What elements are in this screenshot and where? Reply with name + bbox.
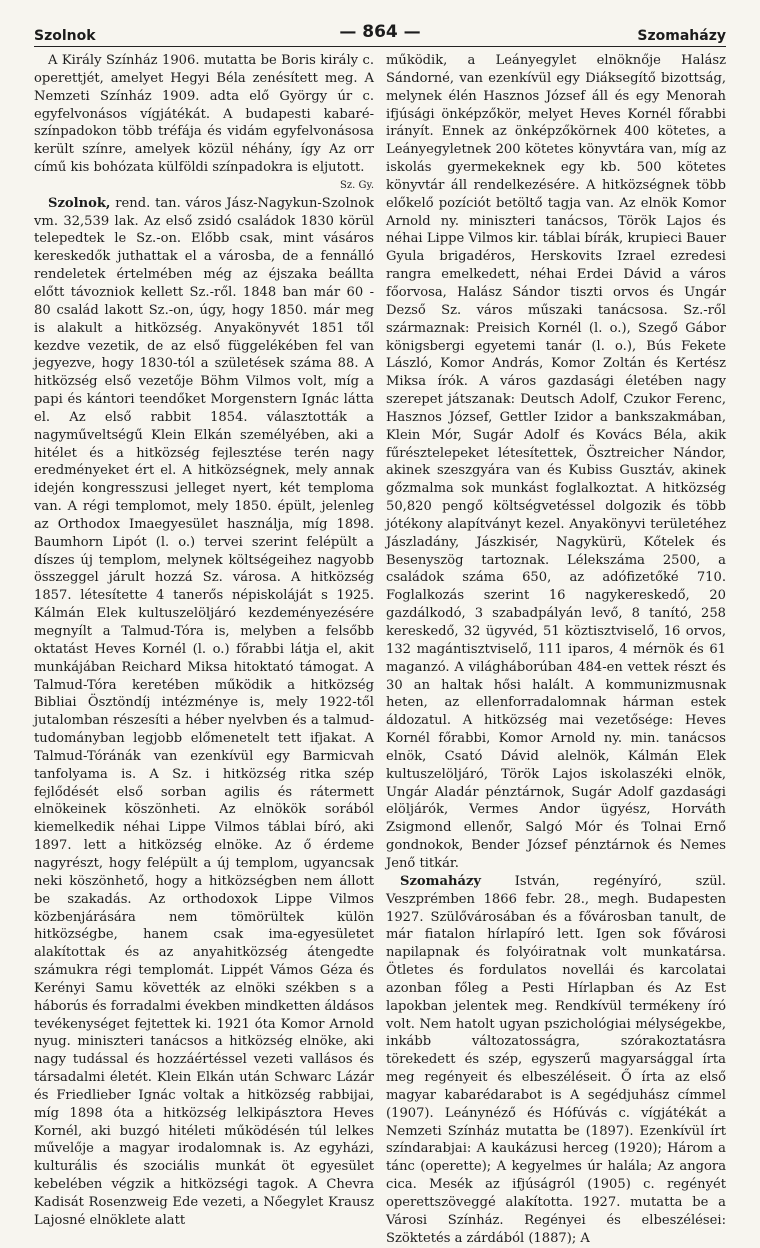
- entry-body: rend. tan. város Jász-Nagykun-Szolnok vm. 32,539 lak. Az első zsidó családok 1830 körül telepedtek le Sz.-on. Előbb csak, mint vásáros kereskedők juthattak el a városba, de a fennálló rendeletek értelmében még az éjszaka beállta előtt távozniok kellett Sz.-ről. 1848 ban már 60 - 80 család lakott Sz.-on, úgy, hogy 1850. már meg is alakult a hitközség. Anyakönyvét 1851 től kezdve vezetik, de az első függelékében fel van jegyezve, hogy 1830-tól a születések száma 88. A hitközség első vezetője Böhm Vilmos volt, míg a papi és kántori teendőket Morgenstern Ignác látta el. Az első rabbit 1854. választották a nagyműveltségű Klein Elkán személyében, aki a hitélet és a hitközség fejlesztése terén nagy eredményeket ért el. A hitközségnek, mely annak idején kongresszusi jelleget nyert, két temploma van. A régi templomot, mely 1850. épült, jelenleg az Orthodox Imaegyesület használja, míg 1898. Baumhorn Lipót (l. o.) tervei szerint felépült a díszes új templom, melynek költségeihez nagyobb összeggel járult hozzá Sz. városa. A hitközség 1857. létesítette 4 tanerős népiskoláját s 1925. Kálmán Elek kultuszelöljáró kezdeményezésére megnyílt a Talmud-Tóra is, melyben a felsőbb oktatást Heves Kornél (l. o.) főrabbi látja el, akit munkájában Reichard Miksa hitoktató támogat. A Talmud-Tóra keretében működik a hitközség Bibliai Ösztöndíj intézménye is, mely 1922-től jutalomban részesíti a héber nyelvben és a talmud-tudományban legjobb előmenetelt tett ifjakat. A Talmud-Tóránák van ezenkívül egy Barmicvah tanfolyama is. A Sz. i hitközség ritka szép fejlődését első sorban agilis és rátermett elnökeinek köszönheti. Az elnökök sorából kiemelkedik néhai Lippe Vilmos táblai bíró, aki 1897. lett a hitközség elnöke. Az ő érdeme nagyrészt, hogy felépült a új templom, ugyancsak neki köszönhető, hogy a hitközségben nem állott be szakadás. Az orthodoxok Lippe Vilmos közbenjárására nem tömörültek külön hitközségbe, hanem csak ima-egyesületet alakítottak és az anyahitközség átengedte számukra régi templomát. Lippét Vámos Géza és Kerényi Samu követték az elnöki székben s a háborús és forradalmi években mindketten áldásos tevékenységet fejtettek ki. 1921 óta Komor Arnold nyug. miniszteri tanácsos a hitközség elnöke, aki nagy tudással és hozzáértéssel vezeti vallásos és társadalmi életét. Klein Elkán után Schwarc Lázár és Friedlieber Ignác voltak a hitközség rabbijai, míg 1898 óta a hitközség lelkipásztora Heves Kornél, aki buzgó hitéleti működésén túl lelkes művelője a magyar irodalomnak is. Az egyházi, kulturális és szociális munkát öt egyesület kebelében végzik a hitközségi tagok. A Chevra Kadisát Rosenzweig Ede vezeti, a Nőegylet Krausz Lajosné elnöklete alatt: [34, 195, 374, 1228]
- author-signature: Sz. Gy.: [340, 179, 374, 191]
- left-column: [34, 52, 374, 1228]
- entry-body: István, regényíró, szül. Veszprémben 1866 febr. 28., megh. Budapesten 1927. Szülővárosában és a fővárosban tanult, de már fiatalon hírlapíró lett. Igen sok fővárosi napilapnak és folyóiratnak volt munkatársa. Ötletes és fordulatos novellái és karcolatai azonban főleg a Pesti Hírlapban és Az Est lapokban jelentek meg. Rendkívül termékeny író volt. Nem hatolt ugyan pszichológiai mélységekbe, inkább változatosságra, szórakoztatásra törekedett és szép, egyszerű magyarsággal írta meg regényeit és elbeszéléseit. Ő írta az első magyar kabarédarabot is A segédjuhász címmel (1907). Leánynéző és Hófúvás c. vígjátékát a Nemzeti Színház mutatta be (1897). Ezenkívül írt színdarabjai: A kaukázusi herceg (1920); Három a tánc (operette); A kegyelmes úr halála; Az angora cica. Mesék az ifjúságról (1905) c. regényét operettszöveggé alakította. 1927. mutatta be a Városi Színház. Regényei és elbeszélései: Szöktetés a zárdából (1887); A: [386, 873, 727, 1246]
- entry-continuation: A Király Színház 1906. mutatta be Boris király c. operettjét, amelyet Hegyi Béla zenésített meg. A Nemzeti Színház 1909. adta elő György úr c. egyfelvonásos vígjátékát. A budapesti kabaré-színpadokon több tréfája és vidám egyfelvonásosa került színre, amelyek közül néhány, így Az orr című kis bohózata külföldi színpadokra is eljutott.: [34, 53, 374, 176]
- header-rule: [34, 46, 726, 47]
- right-column: [386, 52, 727, 1246]
- entry-headword: Szolnok,: [48, 195, 111, 211]
- header-right-keyword: Szomaházy: [637, 28, 726, 44]
- entry-headword: Szomaházy: [400, 873, 482, 889]
- header-left-keyword: Szolnok: [34, 28, 96, 44]
- entry-continuation: működik, a Leányegylet elnöknője Halász Sándorné, van ezenkívül egy Diáksegítő bizottság, melynek élén Hasznos József áll és egy Menorah ifjúsági önképzőkör, melyet Heves Kornél főrabbi irányít. Ennek az önképzőkörnek 400 kötetes, a Leányegyletnek 200 kötetes könyvtára van, míg az iskolás gyermekeknek egy kb. 500 kötetes könyvtár áll rendelkezésére. A hitközségnek több előkelő pozíciót betöltő tagja van. Az elnök Komor Arnold ny. miniszteri tanácsos, Török Lajos és néhai Lippe Vilmos kir. táblai bírák, krupieci Bauer Gyula brigadéros, Herskovits Izrael ezredesi rangra emelkedett, néhai Erdei Dávid a város főorvosa, Halász Sándor tiszti orvos és Ungár Dezső Sz. város műszaki tanácsosa. Sz.-ről származnak: Preisich Kornél (l. o.), Szegő Gábor königsbergi egyetemi tanár (l. o.), Bús Fekete László, Komor András, Komor Zoltán és Kertész Miksa írók. A város gazdasági életében nagy szerepet játszanak: Deutsch Adolf, Czukor Ferenc, Hasznos József, Gettler Izidor a bankszakmában, Klein Mór, Sugár Adolf és Kovács Béla, akik fűrésztelepeket létesítettek, Ösztreicher Nándor, akinek szeszgyára van és Kubiss Gusztáv, akinek gőzmalma sok munkást foglalkoztat. A hitközség 50,820 pengő költségvetéssel dolgozik és több jótékony alapítványt kezel. Anyakönyvi területéhez Jászladány, Jászkisér, Nagykürü, Kőtelek és Besenyszög tartoznak. Lélekszáma 2500, a családok száma 650, az adófizetőké 710. Foglalkozás szerint 16 nagykereskedő, 20 gazdálkodó, 3 szabadpályán levő, 8 tanító, 258 kereskedő, 32 ügyvéd, 51 köztisztviselő, 16 orvos, 132 magántisztviselő, 111 iparos, 4 mérnök és 61 maganzó. A világháborúban 484-en vettek részt és 30 an haltak hősi halált. A kommunizmusnak heten, az ellenforradalomnak hárman estek áldozatul. A hitközség mai vezetősége: Heves Kornél főrabbi, Komor Arnold ny. min. tanácsos elnök, Csató Dávid alelnök, Kálmán Elek kultuszelöljáró, Török Lajos iskolaszéki elnök, Ungár Aladár pénztárnok, Sugár Adolf gazdasági elöljárók, Vermes Andor ügyész, Horváth Zsigmond ellenőr, Salgó Mór és Tolnai Ernő gondnokok, Bender József pénztárnok és Nemes Jenő titkár.: [386, 53, 726, 871]
- entry-szomahazy: [386, 873, 726, 1248]
- entry-szolnok: [34, 195, 374, 1230]
- page-number: — 864 —: [339, 22, 421, 42]
- running-header: [34, 22, 726, 48]
